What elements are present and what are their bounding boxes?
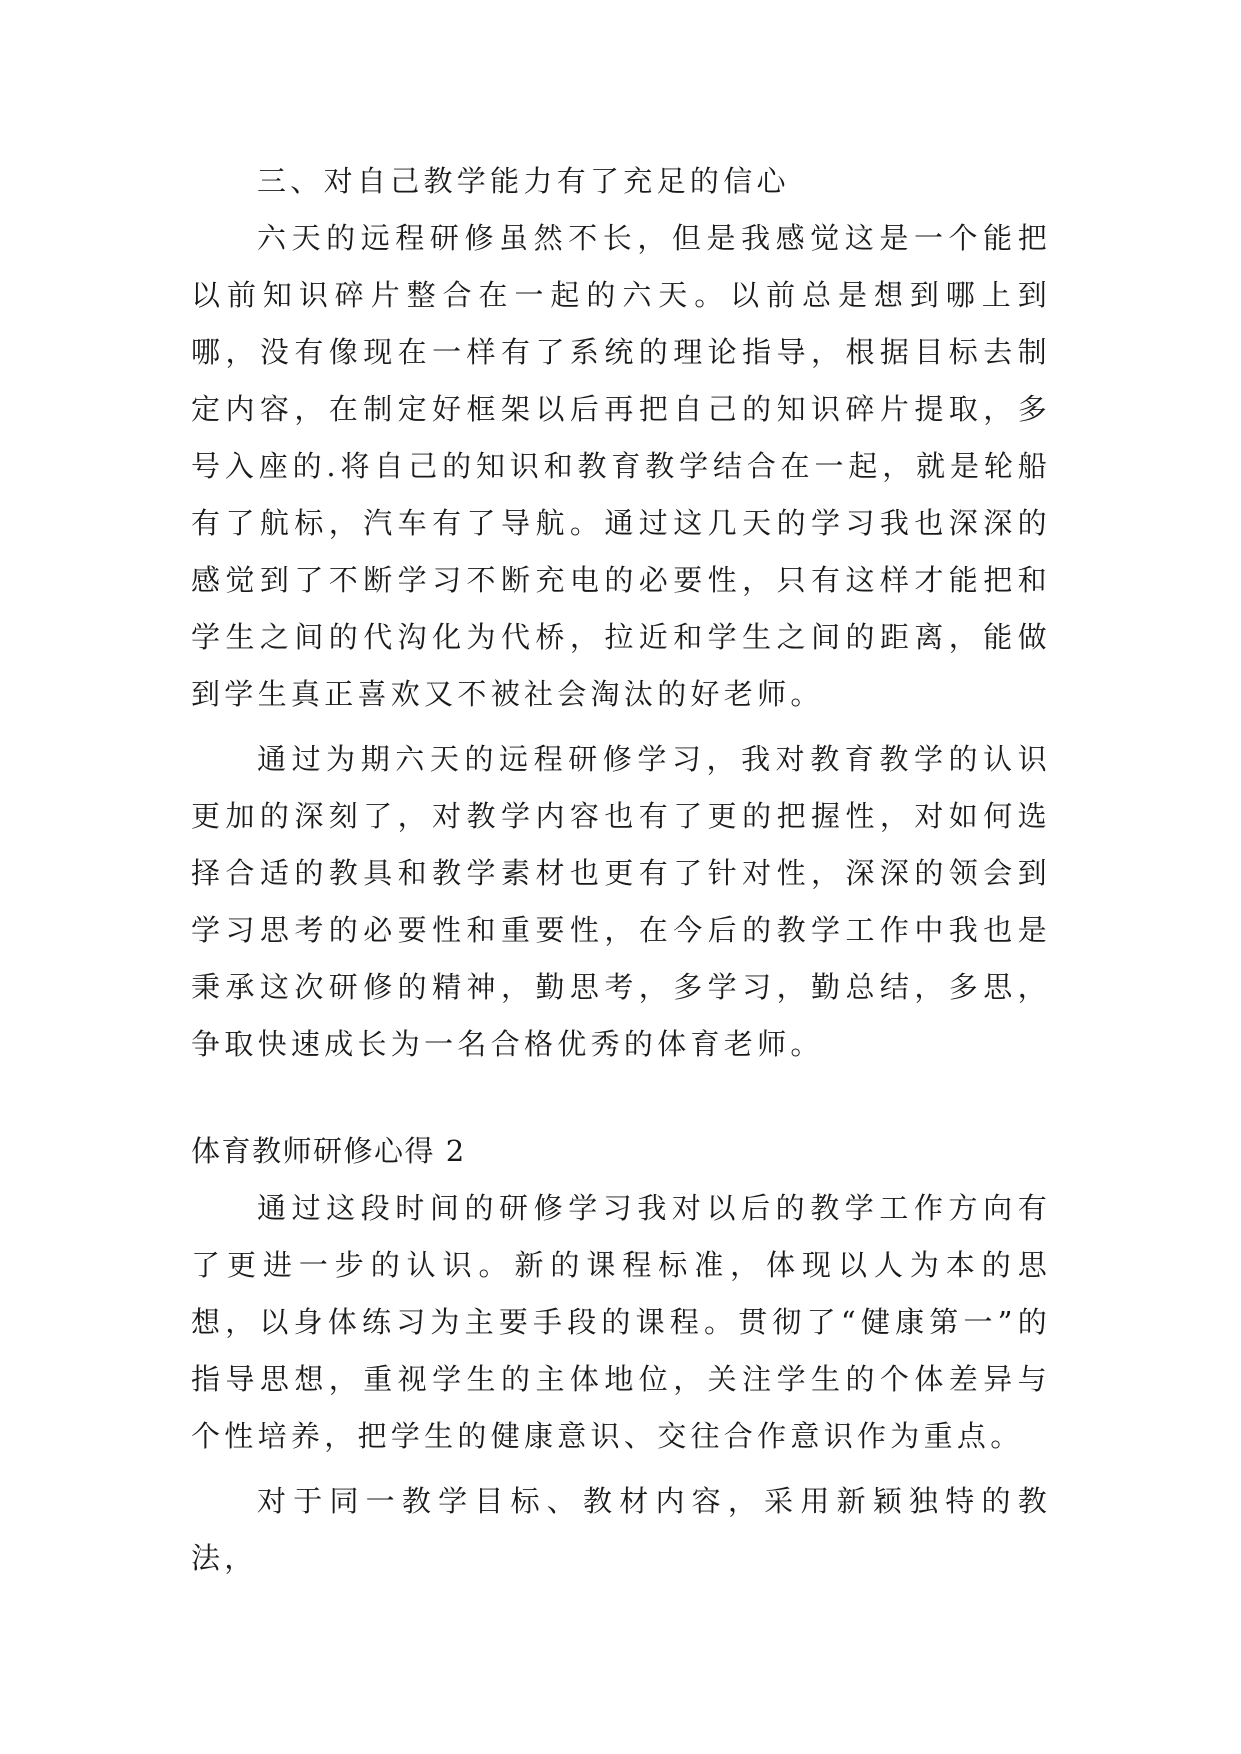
section-heading: 三、对自己教学能力有了充足的信心 bbox=[257, 164, 790, 198]
paragraph-spacer bbox=[191, 723, 1051, 731]
paragraph: 通过为期六天的远程研修学习，我对教育教学的认识更加的深刻了，对教学内容也有了更的把握性，对如何选择合适的教具和教学素材也更有了针对性，深深的领会到学习思考的必要性和重要性，在今后的教学工作中我也是秉承这次研修的精神，勤思考，多学习，勤总结，多思，争取快速成长为一名合格优秀的体育老师。 bbox=[191, 742, 1051, 1061]
section-spacer bbox=[191, 1073, 1051, 1123]
paragraph: 对于同一教学目标、教材内容，采用新颖独特的教法， bbox=[191, 1484, 1051, 1575]
paragraph: 通过这段时间的研修学习我对以后的教学工作方向有了更进一步的认识。新的课程标准，体现以人为本的思想，以身体练习为主要手段的课程。贯彻了“健康第一”的指导思想，重视学生的主体地位，关注学生的个体差异与个性培养，把学生的健康意识、交往合作意识作为重点。 bbox=[191, 1191, 1051, 1453]
paragraph: 六天的远程研修虽然不长，但是我感觉这是一个能把以前知识碎片整合在一起的六天。以前总是想到哪上到哪，没有像现在一样有了系统的理论指导，根据目标去制定内容，在制定好框架以后再把自己的知识碎片提取，多号入座的.将自己的知识和教育教学结合在一起，就是轮船有了航标，汽车有了导航。通过这几天的学习我也深深的感觉到了不断学习不断充电的必要性，只有这样才能把和学生之间的代沟化为代桥，拉近和学生之间的距离，能做到学生真正喜欢又不被社会淘汰的好老师。 bbox=[191, 221, 1051, 711]
paragraph-spacer bbox=[191, 1465, 1051, 1473]
document-body bbox=[191, 153, 1051, 1587]
article-title: 体育教师研修心得 2 bbox=[191, 1134, 466, 1168]
